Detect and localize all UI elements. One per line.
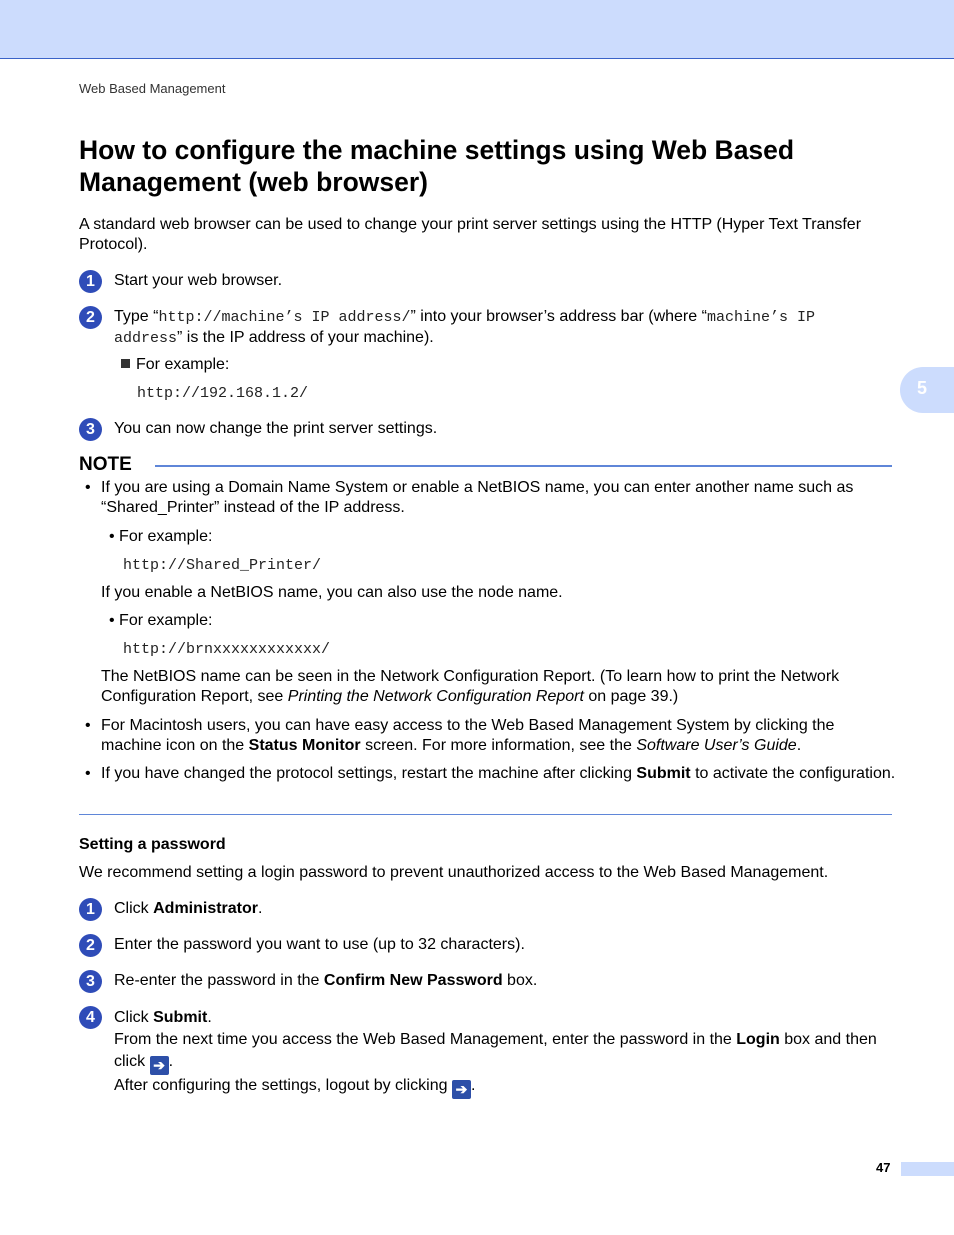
- note-rule: [155, 465, 892, 467]
- step-text: Click Submit. From the next time you access the Web Based Management, enter the password in the Login box and then click ➔ . After configuring the settings, logout by clicking ➔ .: [114, 1009, 877, 1097]
- text: ” is the IP address of your machine).: [177, 329, 434, 346]
- note-bullet-1: If you are using a Domain Name System or enable a NetBIOS name, you can enter another name such as “Shared_Printer” instead of the IP address.: [101, 479, 854, 516]
- bullet-icon: •: [85, 717, 91, 734]
- note-bullet-3: If you have changed the protocol settings, restart the machine after clicking Submit to activate the configuration.: [101, 765, 896, 782]
- step-number: 3: [79, 970, 102, 993]
- intro-paragraph: A standard web browser can be used to change your print server settings using the HTTP (Hyper Text Transfer Protocol).: [79, 216, 862, 253]
- step-number: 4: [79, 1006, 102, 1029]
- note-paragraph: The NetBIOS name can be seen in the Network Configuration Report. (To learn how to print the Network Configuration Report, see Printing the Network Configuration Report on page 39.): [101, 668, 840, 705]
- sub-bullet: • For example:: [109, 612, 213, 629]
- top-banner: [0, 0, 954, 59]
- bullet-icon: •: [85, 479, 91, 496]
- square-bullet-icon: [121, 359, 130, 368]
- step-text: Enter the password you want to use (up to 32 characters).: [114, 936, 525, 953]
- text: ” into your browser’s address bar (where “: [410, 308, 707, 325]
- example-code: http://brnxxxxxxxxxxxx/: [123, 641, 331, 658]
- page-number: 47: [876, 1160, 891, 1175]
- step-text: Click Administrator.: [114, 900, 263, 917]
- example-label: For example:: [121, 355, 229, 375]
- example-label: For example:: [119, 612, 213, 629]
- step-number: 2: [79, 934, 102, 957]
- example-code: http://Shared_Printer/: [123, 557, 322, 574]
- page-number-bar: [901, 1162, 954, 1176]
- chapter-tab: [900, 367, 954, 413]
- sub-bullet: • For example:: [109, 528, 213, 545]
- chapter-number: 5: [917, 378, 928, 398]
- arrow-right-icon[interactable]: ➔: [452, 1080, 471, 1099]
- step-number: 1: [79, 270, 102, 293]
- section-heading: Setting a password: [79, 836, 226, 853]
- example-code: http://192.168.1.2/: [137, 385, 309, 402]
- step-text: Start your web browser.: [114, 272, 283, 289]
- step-number: 3: [79, 418, 102, 441]
- note-end-rule: [79, 814, 892, 815]
- step-text: You can now change the print server settings.: [114, 420, 438, 437]
- running-header: Web Based Management: [79, 81, 226, 96]
- step-number: 1: [79, 898, 102, 921]
- note-bullet-2: For Macintosh users, you can have easy access to the Web Based Management System by clicking the machine icon on the Status Monitor screen. For more information, see the Software User’s Guide.: [101, 717, 835, 754]
- bullet-icon: •: [85, 765, 91, 782]
- code-placeholder: machine’s IP address: [114, 309, 815, 347]
- code-url: http://machine’s IP address/: [158, 309, 411, 326]
- example-label: For example:: [119, 528, 213, 545]
- note-paragraph: If you enable a NetBIOS name, you can also use the node name.: [101, 584, 563, 601]
- page-title: How to configure the machine settings using Web Based Management (web browser): [79, 135, 795, 197]
- arrow-right-icon[interactable]: ➔: [150, 1056, 169, 1075]
- text: Type “: [114, 308, 159, 325]
- step-text: [114, 307, 889, 349]
- step-text: Re-enter the password in the Confirm New Password box.: [114, 972, 538, 989]
- cross-reference-link[interactable]: Printing the Network Configuration Report: [287, 688, 584, 705]
- password-intro: We recommend setting a login password to prevent unauthorized access to the Web Based Management.: [79, 864, 829, 881]
- note-title: NOTE: [79, 454, 132, 475]
- step-number: 2: [79, 306, 102, 329]
